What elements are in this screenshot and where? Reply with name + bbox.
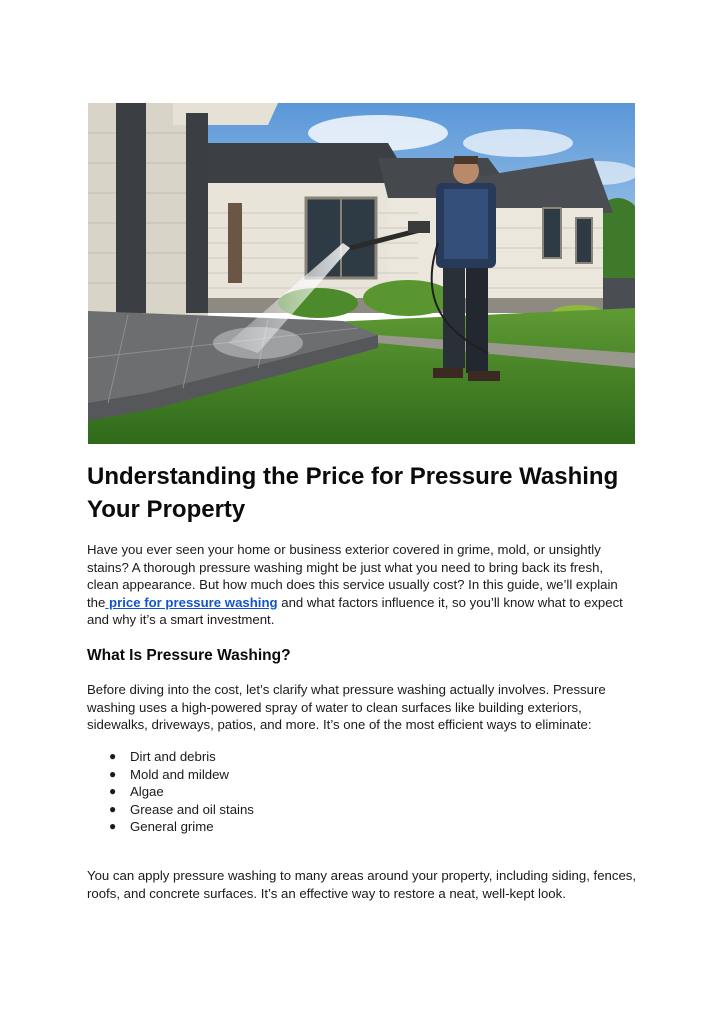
page-title: Understanding the Price for Pressure Washing Your Property [87,463,619,523]
bullet-icon: ● [109,749,117,763]
list-item: ● General grime [109,819,214,835]
bullet-icon: ● [109,784,117,799]
list-item: ● Dirt and debris [109,749,216,764]
section-heading: What Is Pressure Washing? [87,647,291,664]
intro-text-before: Have you ever seen your home or business exterior covered in grime, mold, or unsightly stains? A thorough pressure washing might be just what you need to bring back its fresh, clean appearance. But how much does this service usually cost? In this guide, we’ll explain the [87,542,618,610]
intro-paragraph [87,541,637,629]
hero-image [88,103,635,444]
closing-paragraph: You can apply pressure washing to many areas around your property, including siding, fences, roofs, and concrete surfaces. It’s an effective way to restore a neat, well-kept look. [87,868,637,901]
list-item: ● Algae [109,784,164,800]
section-paragraph: Before diving into the cost, let’s clarify what pressure washing actually involves. Pressure washing uses a high-powered spray of water to clean surfaces like building exteriors, sidewalks, driveways, patios, and more. It’s one of the most efficient ways to eliminate: [87,682,606,732]
bullet-icon: ● [109,801,117,816]
intro-text-after: and what factors influence it, so you’ll know what to expect and why it’s a smart investment. [87,594,623,627]
bullet-icon: ● [109,766,117,781]
bullet-list [87,748,254,836]
bullet-icon: ● [109,819,117,834]
price-link[interactable]: price for pressure washing [105,594,278,610]
list-item: ● Mold and mildew [109,766,229,782]
list-item: ● Grease and oil stains [109,801,254,817]
